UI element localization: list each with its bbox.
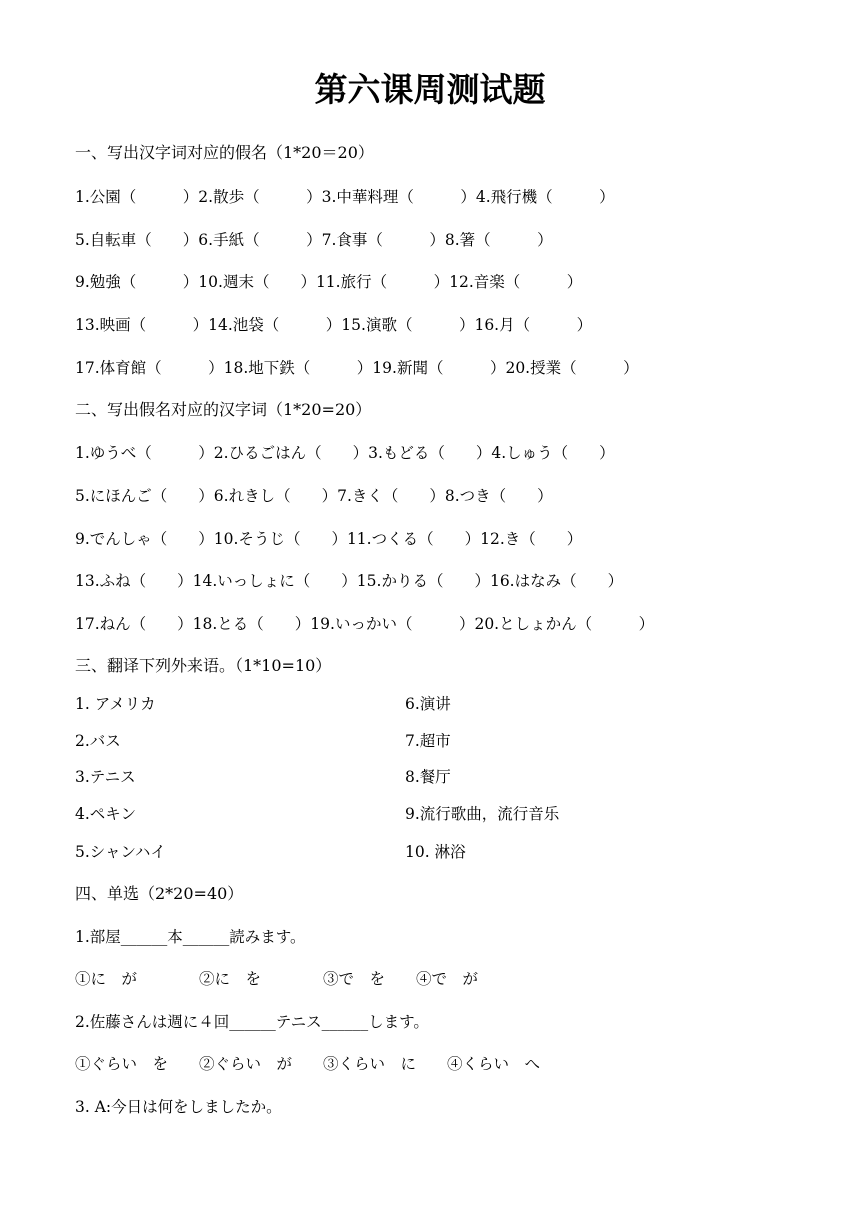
section2-row: 5.にほんご（ ）6.れきし（ ）7.きく（ ）8.つき（ ） [75, 487, 553, 505]
section3-heading: 三、翻译下列外来语。（1*10=10） [75, 656, 332, 675]
section3-right-item: 9.流行歌曲，流行音乐 [405, 805, 560, 823]
section3-right-item: 7.超市 [405, 732, 451, 750]
question-2-options: ①ぐらい を ②ぐらい が ③くらい に ④くらい へ [75, 1055, 541, 1073]
section1-row: 17.体育館（ ）18.地下鉄（ ）19.新聞（ ）20.授業（ ） [75, 359, 639, 377]
section3-right-item: 6.演讲 [405, 695, 451, 713]
question-2: 2.佐藤さんは週に４回______テニス______します。 [75, 1013, 429, 1031]
section1-row: 9.勉強（ ）10.週末（ ）11.旅行（ ）12.音楽（ ） [75, 273, 583, 291]
section3-left-item: 2.バス [75, 732, 121, 750]
section3-right-item: 8.餐厅 [405, 768, 451, 786]
section3-left-item: 5.シャンハイ [75, 843, 166, 861]
section2-row: 17.ねん（ ）18.とる（ ）19.いっかい（ ）20.としょかん（ ） [75, 615, 655, 633]
section3-left-item: 1. アメリカ [75, 695, 156, 713]
section3-left-item: 4.ペキン [75, 805, 137, 823]
question-3: 3. A:今日は何をしましたか。 [75, 1098, 282, 1116]
section3-right-item: 10. 淋浴 [405, 843, 466, 861]
section2-row: 1.ゆうべ（ ）2.ひるごはん（ ）3.もどる（ ）4.しゅう（ ） [75, 444, 615, 462]
section1-row: 5.自転車（ ）6.手紙（ ）7.食事（ ）8.箸（ ） [75, 231, 553, 249]
section1-row: 1.公園（ ）2.散歩（ ）3.中華料理（ ）4.飛行機（ ） [75, 188, 615, 206]
section2-row: 9.でんしゃ（ ）10.そうじ（ ）11.つくる（ ）12.き（ ） [75, 530, 583, 548]
section1-row: 13.映画（ ）14.池袋（ ）15.演歌（ ）16.月（ ） [75, 316, 593, 334]
question-1: 1.部屋______本______読みます。 [75, 928, 306, 946]
page-title: 第六课周测试题 [314, 70, 546, 109]
section2-row: 13.ふね（ ）14.いっしょに（ ）15.かりる（ ）16.はなみ（ ） [75, 572, 624, 590]
section3-left-item: 3.テニス [75, 768, 136, 786]
section1-heading: 一、写出汉字词对应的假名（1*20＝20） [75, 143, 374, 162]
section2-heading: 二、写出假名对应的汉字词（1*20=20） [75, 400, 372, 419]
question-1-options: ①に が ②に を ③で を ④で が [75, 970, 479, 988]
section4-heading: 四、单选（2*20=40） [75, 884, 244, 903]
